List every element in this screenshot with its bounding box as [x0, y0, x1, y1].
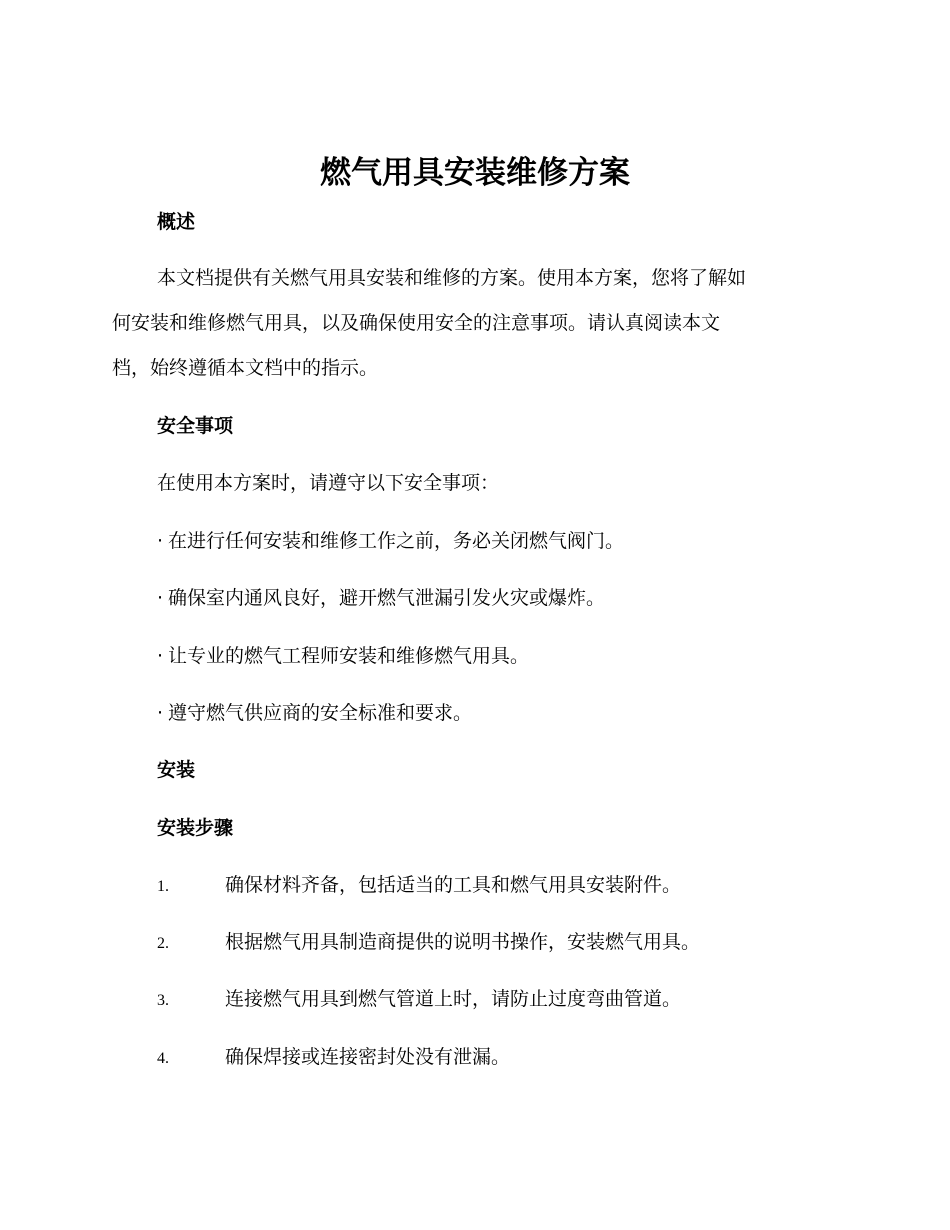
- step-number: 3.: [157, 992, 169, 1009]
- step-number: 4.: [157, 1050, 169, 1067]
- overview-line: 档，始终遵循本文档中的指示。: [112, 357, 379, 379]
- overview-line: 本文档提供有关燃气用具安装和维修的方案。使用本方案，您将了解如: [157, 267, 747, 289]
- step-text: 连接燃气用具到燃气管道上时，请防止过度弯曲管道。: [225, 988, 682, 1010]
- step-text: 确保材料齐备，包括适当的工具和燃气用具安装附件。: [225, 874, 682, 896]
- installation-step: [157, 928, 700, 958]
- step-text: 根据燃气用具制造商提供的说明书操作，安装燃气用具。: [225, 931, 701, 953]
- bullet-text: 确保室内通风良好，避开燃气泄漏引发火灾或爆炸。: [168, 587, 606, 609]
- safety-heading: 安全事项: [157, 415, 234, 437]
- bullet-text: 遵守燃气供应商的安全标准和要求。: [168, 702, 473, 724]
- installation-step: [157, 985, 681, 1015]
- installation-step: [157, 1043, 510, 1073]
- overview-line: 何安装和维修燃气用具，以及确保使用安全的注意事项。请认真阅读本文: [112, 312, 721, 334]
- overview-heading: 概述: [157, 211, 196, 233]
- safety-bullet-item: [157, 642, 529, 670]
- step-text: 确保焊接或连接密封处没有泄漏。: [225, 1046, 511, 1068]
- safety-bullet-item: [157, 699, 472, 727]
- bullet-text: 在进行任何安装和维修工作之前，务必关闭燃气阀门。: [168, 530, 625, 552]
- bullet-dot: ·: [157, 587, 164, 609]
- bullet-dot: ·: [157, 530, 164, 552]
- installation-step: [157, 871, 681, 901]
- step-number: 2.: [157, 935, 169, 952]
- document-title: 燃气用具安装维修方案: [320, 155, 630, 191]
- safety-bullet-item: [157, 527, 624, 555]
- bullet-text: 让专业的燃气工程师安装和维修燃气用具。: [168, 645, 530, 667]
- step-number: 1.: [157, 878, 169, 895]
- bullet-dot: ·: [157, 702, 164, 724]
- installation-heading: 安装: [157, 759, 196, 781]
- bullet-dot: ·: [157, 645, 164, 667]
- installation-steps-heading: 安装步骤: [157, 817, 234, 839]
- safety-intro: 在使用本方案时，请遵守以下安全事项：: [157, 472, 500, 494]
- safety-bullet-item: [157, 584, 605, 612]
- overview-paragraph: [112, 256, 837, 391]
